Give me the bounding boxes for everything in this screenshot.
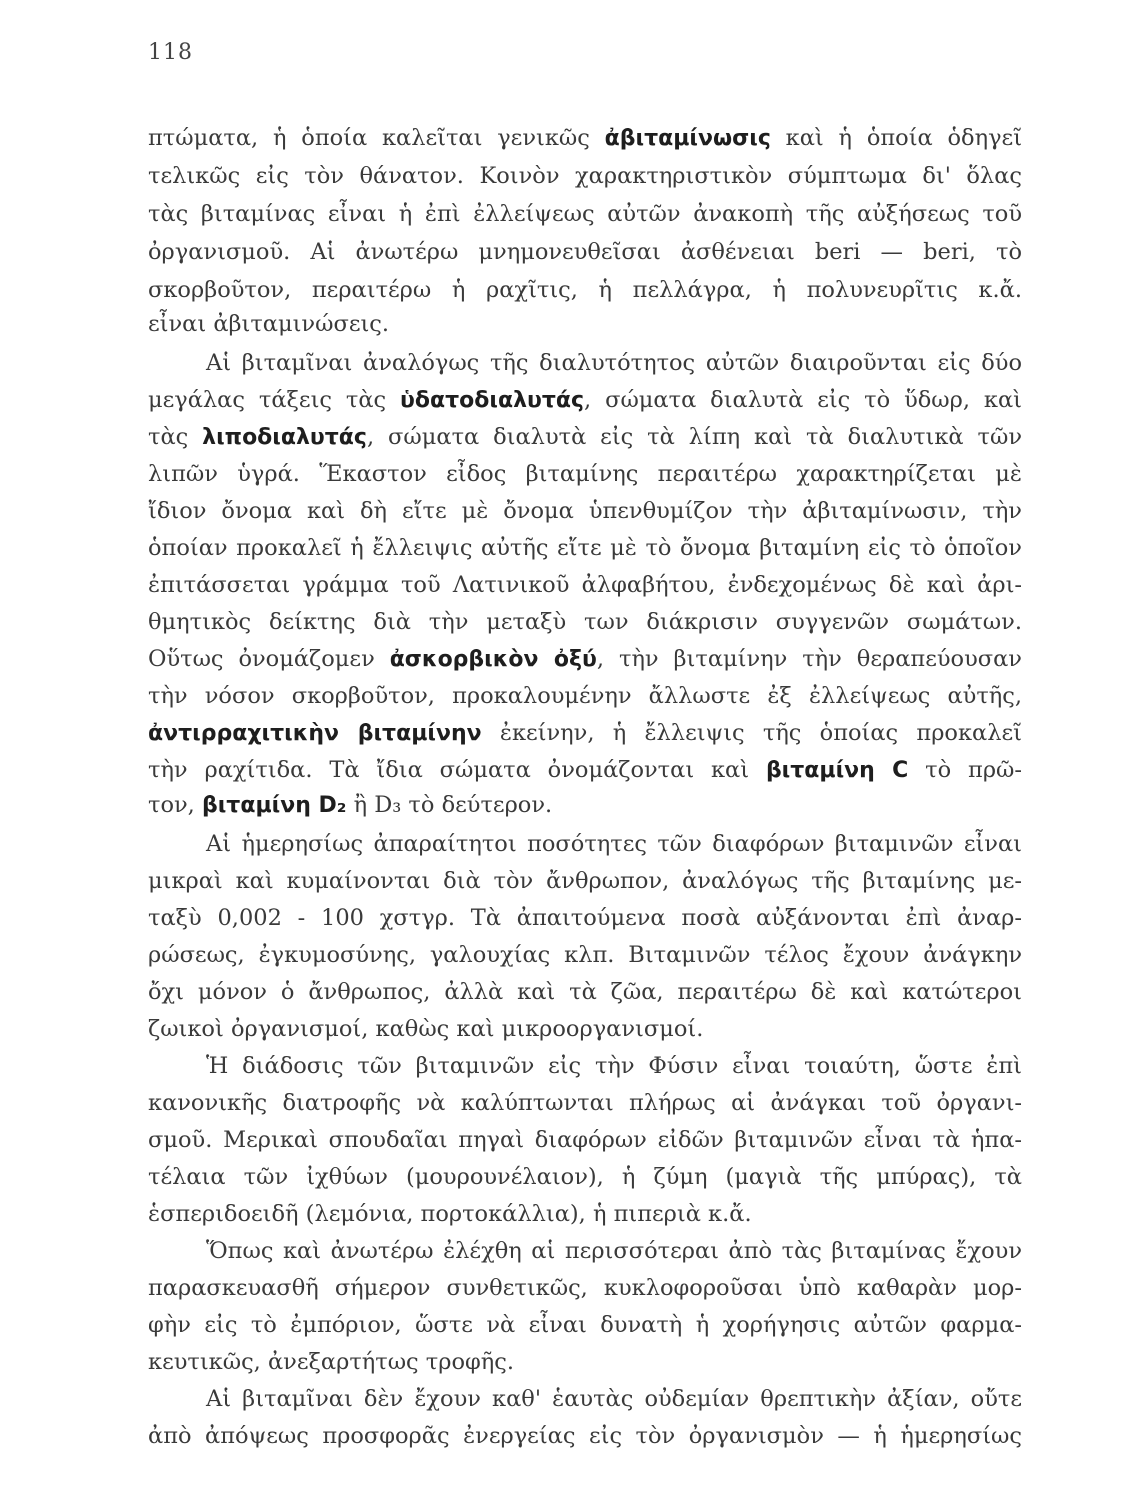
text-line: μεγάλας τάξεις τὰς ὑδατοδιαλυτάς, σώματα διαλυτὰ εἰς τὸ ὕδωρ, καὶ: [148, 387, 1022, 413]
text-line: ζωικοὶ ὀργανισμοί, καθὼς καὶ μικροοργανισμοί.: [148, 1016, 704, 1042]
page-number: 118: [148, 40, 193, 65]
text-line: τὴν νόσον σκορβοῦτον, προκαλουμένην ἄλλωστε ἐξ ἐλλείψεως αὐτῆς,: [148, 683, 1022, 709]
text-line: σμοῦ. Μερικαὶ σπουδαῖαι πηγαὶ διαφόρων εἰδῶν βιταμινῶν εἶναι τὰ ἡπα-: [148, 1127, 1022, 1153]
text-line: μικραὶ καὶ κυμαίνονται διὰ τὸν ἄνθρωπον, ἀναλόγως τῆς βιταμίνης με-: [148, 868, 1022, 894]
bold-term: βιταμίνη D₂: [201, 793, 347, 818]
text-line: ἀντιρραχιτικὴν βιταμίνην ἐκείνην, ἡ ἔλλειψις τῆς ὁποίας προκαλεῖ: [148, 720, 1022, 746]
text-line: τὰς λιποδιαλυτάς, σώματα διαλυτὰ εἰς τὰ λίπη καὶ τὰ διαλυτικὰ τῶν: [148, 424, 1022, 450]
text-line: Αἱ ἡμερησίως ἀπαραίτητοι ποσότητες τῶν διαφόρων βιταμινῶν εἶναι: [206, 831, 1022, 857]
bold-term: ἀβιταμίνωσις: [604, 126, 771, 151]
text-line: παρασκευασθῆ σήμερον συνθετικῶς, κυκλοφοροῦσαι ὑπὸ καθαρὰν μορ-: [148, 1275, 1022, 1301]
text-line: Αἱ βιταμῖναι δὲν ἔχουν καθ' ἑαυτὰς οὐδεμίαν θρεπτικὴν ἀξίαν, οὔτε: [206, 1386, 1022, 1412]
text-line: τὰς βιταμίνας εἶναι ἡ ἐπὶ ἐλλείψεως αὐτῶν ἀνακοπὴ τῆς αὐξήσεως τοῦ: [148, 201, 1022, 227]
text-line: τέλαια τῶν ἰχθύων (μουρουνέλαιον), ἡ ζύμη (μαγιὰ τῆς μπύρας), τὰ: [148, 1164, 1022, 1190]
text-line: ὀργανισμοῦ. Αἱ ἀνωτέρω μνημονευθεῖσαι ἀσθένειαι beri — beri, τὸ: [148, 239, 1022, 265]
bold-term: ἀσκορβικὸν ὀξύ: [389, 647, 597, 672]
bold-term: λιποδιαλυτάς: [202, 425, 367, 450]
text-line: ἴδιον ὄνομα καὶ δὴ εἴτε μὲ ὄνομα ὑπενθυμίζον τὴν ἀβιταμίνωσιν, τὴν: [148, 498, 1022, 524]
text-line: τον, βιταμίνη D₂ ἢ D₃ τὸ δεύτερον.: [148, 792, 553, 818]
bold-term: ὑδατοδιαλυτάς: [400, 388, 585, 413]
bold-term: βιταμίνη C: [765, 758, 909, 783]
bold-term: ἀντιρραχιτικὴν βιταμίνην: [148, 721, 482, 746]
text-line: θμητικὸς δείκτης διὰ τὴν μεταξὺ των διάκρισιν συγγενῶν σωμάτων.: [148, 609, 1022, 635]
text-line: ρώσεως, ἐγκυμοσύνης, γαλουχίας κλπ. Βιταμινῶν τέλος ἔχουν ἀνάγκην: [148, 942, 1022, 968]
text-line: ὁποίαν προκαλεῖ ἡ ἔλλειψις αὐτῆς εἴτε μὲ τὸ ὄνομα βιταμίνη εἰς τὸ ὁποῖον: [148, 535, 1022, 561]
text-line: ἀπὸ ἀπόψεως προσφορᾶς ἐνεργείας εἰς τὸν ὀργανισμὸν — ἡ ἡμερησίως: [148, 1423, 1022, 1449]
text-line: τὴν ραχίτιδα. Τὰ ἴδια σώματα ὀνομάζονται καὶ βιταμίνη C τὸ πρῶ-: [148, 757, 1022, 783]
text-line: ἐπιτάσσεται γράμμα τοῦ Λατινικοῦ ἀλφαβήτου, ἐνδεχομένως δὲ καὶ ἀρι-: [148, 572, 1022, 598]
text-line: ταξὺ 0,002 - 100 χστγρ. Τὰ ἀπαιτούμενα ποσὰ αὐξάνονται ἐπὶ ἀναρ-: [148, 905, 1022, 931]
text-line: κευτικῶς, ἀνεξαρτήτως τροφῆς.: [148, 1349, 515, 1375]
text-line: Αἱ βιταμῖναι ἀναλόγως τῆς διαλυτότητος αὐτῶν διαιροῦνται εἰς δύο: [206, 350, 1022, 376]
text-line: φὴν εἰς τὸ ἐμπόριον, ὥστε νὰ εἶναι δυνατὴ ἡ χορήγησις αὐτῶν φαρμα-: [148, 1312, 1022, 1338]
text-line: εἶναι ἀβιταμινώσεις.: [148, 311, 390, 337]
text-line: Οὕτως ὀνομάζομεν ἀσκορβικὸν ὀξύ, τὴν βιταμίνην τὴν θεραπεύουσαν: [148, 646, 1022, 672]
text-line: Ἡ διάδοσις τῶν βιταμινῶν εἰς τὴν Φύσιν εἶναι τοιαύτη, ὥστε ἐπὶ: [206, 1053, 1022, 1079]
text-line: πτώματα, ἡ ὁποία καλεῖται γενικῶς ἀβιταμίνωσις καὶ ἡ ὁποία ὁδηγεῖ: [148, 125, 1022, 151]
text-line: Ὅπως καὶ ἀνωτέρω ἐλέχθη αἱ περισσότεραι ἀπὸ τὰς βιταμίνας ἔχουν: [206, 1238, 1022, 1264]
text-line: κανονικῆς διατροφῆς νὰ καλύπτωνται πλήρως αἱ ἀνάγκαι τοῦ ὀργανι-: [148, 1090, 1022, 1116]
text-line: ἑσπεριδοειδῆ (λεμόνια, πορτοκάλλια), ἡ πιπεριὰ κ.ἄ.: [148, 1201, 752, 1227]
text-line: τελικῶς εἰς τὸν θάνατον. Κοινὸν χαρακτηριστικὸν σύμπτωμα δι' ὅλας: [148, 163, 1022, 189]
text-line: ὄχι μόνον ὁ ἄνθρωπος, ἀλλὰ καὶ τὰ ζῶα, περαιτέρω δὲ καὶ κατώτεροι: [148, 979, 1022, 1005]
text-line: σκορβοῦτον, περαιτέρω ἡ ραχῖτις, ἡ πελλάγρα, ἡ πολυνευρῖτις κ.ἄ.: [148, 277, 1022, 303]
text-line: λιπῶν ὑγρά. Ἕκαστον εἶδος βιταμίνης περαιτέρω χαρακτηρίζεται μὲ: [148, 461, 1022, 487]
